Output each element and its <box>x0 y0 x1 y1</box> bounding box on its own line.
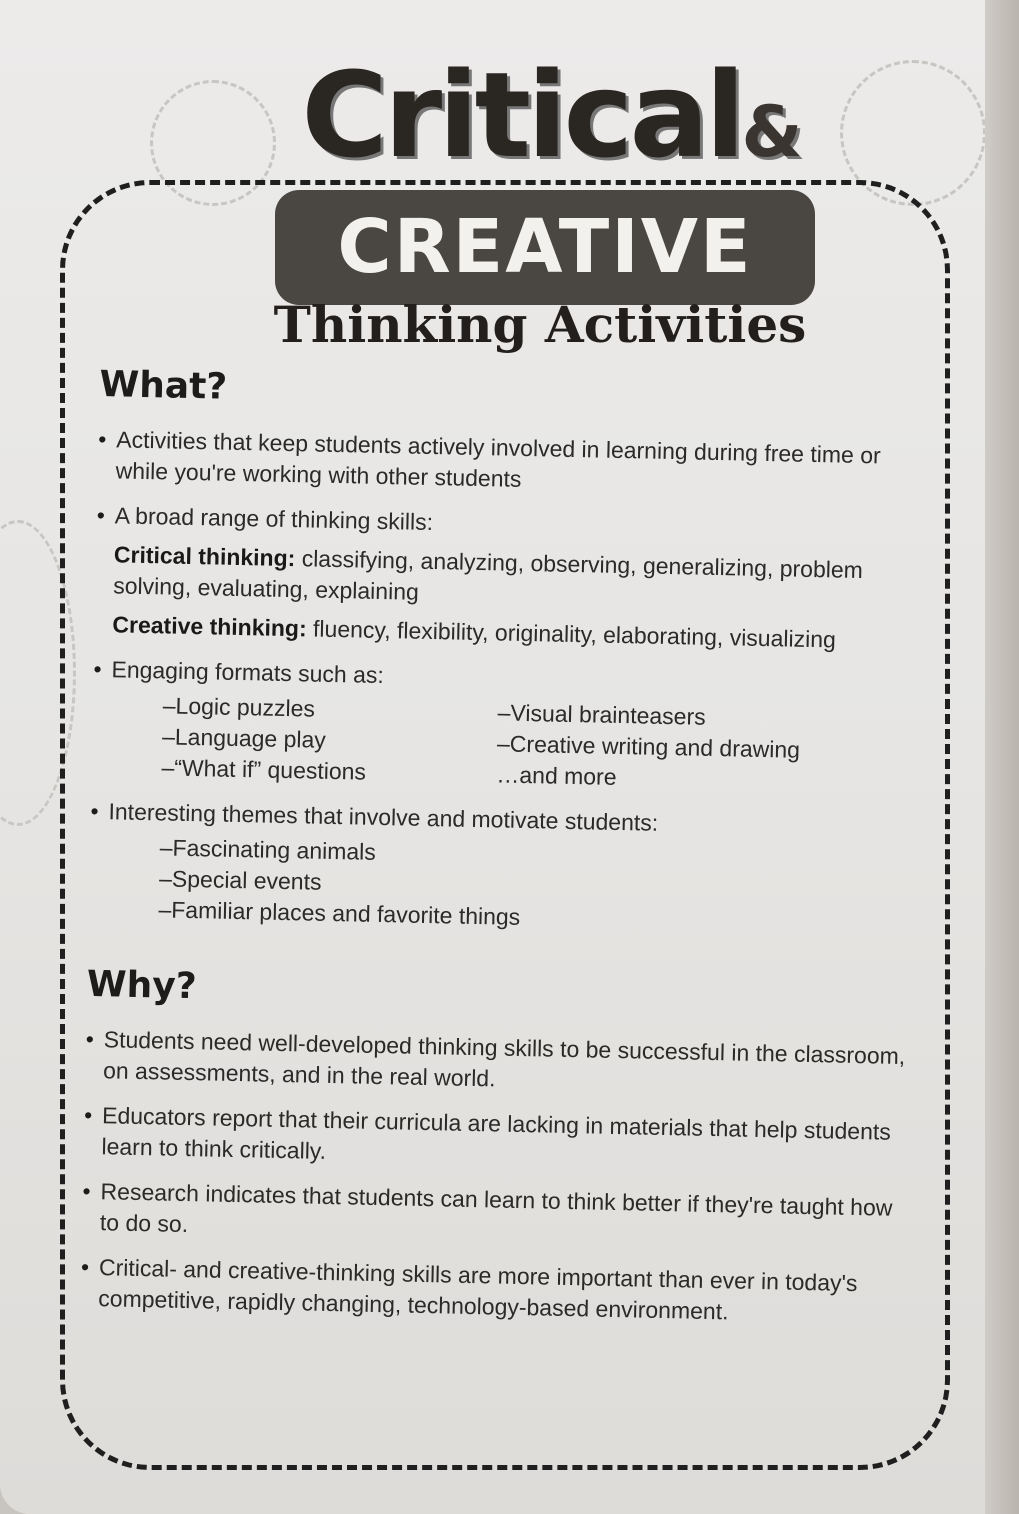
themes-list <box>88 831 910 941</box>
theme-item: –Special events <box>158 865 322 895</box>
critical-thinking-text: classifying, analyzing, observing, generalizing, problem solving, evaluating, explaining <box>113 545 864 605</box>
what-bullet-activities: • Activities that keep students actively involved in learning during free time or while you're working with other students <box>97 424 918 503</box>
why-bullet: • Educators report that their curricula are lacking in materials that help students learn to think critically. <box>83 1100 904 1179</box>
page-edge-shadow <box>985 0 1019 1514</box>
why-bullet: • Research indicates that students can learn to think better if they're taught how to do so. <box>82 1176 903 1255</box>
format-item: –“What if” questions <box>161 754 367 785</box>
critical-thinking-line <box>95 539 916 618</box>
creative-thinking-label: Creative thinking: <box>112 611 307 642</box>
critical-thinking-label: Critical thinking: <box>113 541 296 572</box>
what-heading: What? <box>99 363 228 408</box>
format-item: –Creative writing and drawing <box>496 730 801 763</box>
why-heading: Why? <box>86 963 198 1008</box>
title-creative-text: CREATIVE <box>337 204 753 290</box>
title-critical-text: Critical <box>301 46 742 184</box>
creative-thinking-text: fluency, flexibility, originality, elaborating, visualizing <box>306 615 837 653</box>
theme-item: –Fascinating animals <box>159 834 377 865</box>
formats-columns <box>91 689 913 799</box>
title-subtitle: Thinking Activities <box>273 295 807 354</box>
creative-thinking-line <box>94 609 914 657</box>
title-critical <box>280 40 820 207</box>
theme-item: –Familiar places and favorite things <box>158 896 521 930</box>
formats-left-column <box>161 690 498 790</box>
what-bullet-formats: • Engaging formats such as: <box>93 654 913 702</box>
why-bullet: • Students need well-developed thinking skills to be successful in the classroom, on assessments, and in the real world. <box>85 1024 906 1103</box>
format-item: –Logic puzzles <box>162 692 316 722</box>
format-item: …and more <box>496 761 617 790</box>
content <box>80 360 920 1331</box>
title-ampersand: & <box>741 91 799 173</box>
what-bullet-thinking-skills: • A broad range of thinking skills: <box>96 500 916 548</box>
format-item: –Visual brainteasers <box>497 699 706 730</box>
why-bullet: • Critical- and creative-thinking skills are more important than ever in today's competitive, rapidly changing, technology-based environment. <box>80 1252 901 1331</box>
format-item: –Language play <box>161 723 327 753</box>
title-creative-banner <box>275 190 815 305</box>
what-bullet-themes: • Interesting themes that involve and motivate students: <box>90 796 910 844</box>
formats-right-column <box>496 697 833 797</box>
title-logo <box>250 40 830 354</box>
